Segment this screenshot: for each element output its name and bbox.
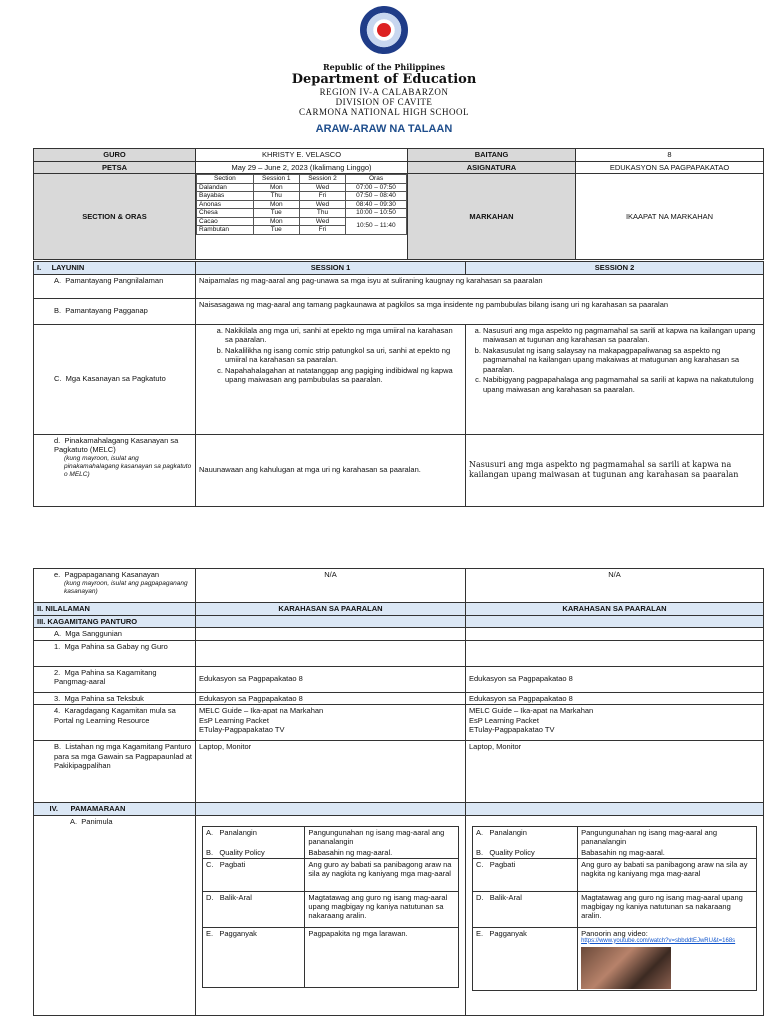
empty-cell [196,640,466,666]
pamantayang-pangnilalaman-text: Naipamalas ng mag-aaral ang pag-unawa sa mga isyu at suliraning kaugnay ng karahasan sa paaralan [196,274,764,298]
activity-name [203,858,305,891]
teksbuk-session2: Edukasyon sa Pagpapakatao 8 [466,692,764,705]
guro-value: KHRISTY E. VELASCO [196,149,408,162]
resource-line: MELC Guide – Ika-apat na Markahan [199,706,324,715]
item-title: Mga Kasanayan sa Pagkatuto [65,374,166,384]
activity-text: Ang guro ay babati sa panibagong araw na sila ay nagkita ng kaniyang mga mag-aaral [305,858,459,891]
item-number: 2. [54,667,61,677]
schedule-time: 10:50 – 11:40 [346,217,407,234]
session1-header: SESSION 1 [196,262,466,275]
activity-title: Quality Policy [219,847,265,857]
resource-line: EsP Learning Packet [199,715,269,725]
list-item: c. Napahahalagahan at natatanggap ang pagiging indibidwal ng kapwa upang maiwasan ang pambubulas sa paaralan. [225,366,462,385]
pamantayang-pagganap-label [34,298,196,324]
activity-title: Balik-Aral [489,892,522,902]
activity-name [203,826,305,847]
section-label: SECTION & ORAS [34,174,196,260]
schedule-session1: Mon [253,217,299,226]
activity-text: Panoorin ang video: [581,928,648,938]
schedule-session2: Fri [299,192,345,201]
kagamitang-listahan-label [34,741,196,803]
pagpapaganang-session2: N/A [466,569,764,603]
page-header [0,6,768,135]
activity-text: Pagpapakita ng mga larawan. [305,927,459,987]
activity-name [473,927,578,990]
schedule-section: Bayabas [197,192,254,201]
baitang-label: BAITANG [408,149,576,162]
nilalaman-session1: KARAHASAN SA PAARALAN [196,603,466,616]
activity-title: Balik-Aral [219,892,252,902]
item-number: 3. [54,693,61,703]
activity-title: Quality Policy [489,847,535,857]
info-table [33,148,764,260]
item-title: Pamantayang Pangnilalaman [65,275,164,285]
list-item: b. Nakasusulat ng isang salaysay na makapagpapaliwanag sa aspekto ng pagmamahal na kailangan upang makaiwas at matugunan ang karahasan sa paaralan. [483,346,760,375]
schedule-session2: Wed [299,183,345,192]
activity-letter: E. [476,928,484,938]
activity-letter: A. [476,827,484,837]
schedule-header: Session 2 [299,175,345,184]
schedule-session1: Mon [253,200,299,209]
activity-text: Pangungunahan ng isang mag-aaral ang pananalangin [578,826,757,847]
nilalaman-label: II. NILALAMAN [34,603,196,616]
item-title: Listahan ng mga Kagamitang Panturo para sa mga Gawain sa Pagpapaunlad at Pakikipagpalihan [54,742,193,770]
petsa-label: PETSA [34,161,196,174]
pamantayang-pagganap-text: Naisasagawa ng mag-aaral ang tamang pagkaunawa at pagkilos sa mga insidente ng pambubulas bilang isang uri ng karahasan sa paaralan [196,298,764,324]
kagamitang-pangmag-aaral-label [34,666,196,692]
activity-text: Pangungunahan ng isang mag-aaral ang pananalangin [305,826,459,847]
item-letter: A. [54,275,62,285]
schedule-session1: Tue [253,226,299,235]
empty-cell [466,803,764,816]
deped-seal-icon [360,6,408,54]
schedule-time: 08:40 – 09:30 [346,200,407,209]
item-title: Karagdagang Kagamitan mula sa Portal ng Learning Resource [54,706,176,725]
schedule-cell [196,174,408,260]
sanggunian-label [34,628,196,641]
activity-title: Panalangin [489,827,527,837]
guro-label: GURO [34,149,196,162]
activity-title: Pagbati [489,859,516,869]
gabay-guro-label [34,640,196,666]
kasanayan-label [34,324,196,434]
schedule-header: Oras [346,175,407,184]
department-text: Department of Education [291,72,477,87]
item-number: 1. [54,641,61,651]
schedule-section: Anonas [197,200,254,209]
schedule-table [196,174,407,235]
activity-table-session1 [202,826,459,988]
pagpapaganang-label [34,569,196,603]
layunin-header [34,262,196,275]
schedule-session1: Mon [253,183,299,192]
pamamaraan-label: PAMAMARAAN [70,804,126,813]
resource-line: ETulay-Pagpapakatao TV [469,725,555,734]
melc-note: (kung mayroon, isulat ang pinakamahalagang kasanayan sa pagkatuto o MELC) [64,454,192,478]
schedule-section: Rambutan [197,226,254,235]
schedule-time: 07:00 – 07:50 [346,183,407,192]
resource-line: MELC Guide – Ika-apat na Markahan [469,706,594,715]
item-title: Mga Pahina sa Gabay ng Guro [64,641,168,651]
melc-session2: Nasusuri ang mga aspekto ng pagmamahal sa sarili at kapwa na kailangan upang maiwasan at tugunan ang karahasan sa paaralan [466,434,764,506]
activity-name [473,891,578,927]
layunin-label: LAYUNIN [51,263,85,272]
schedule-section: Cacao [197,217,254,226]
activity-name [473,847,578,859]
activity-text: Ang guro ay babati sa panibagong araw na sila ay nagkita ng kaniyang mga mag-aaral [578,858,757,891]
kagamitang-session1: Edukasyon sa Pagpapakatao 8 [196,666,466,692]
schedule-section: Dalandan [197,183,254,192]
activity-title: Pagganyak [219,928,257,938]
video-thumbnail[interactable] [581,947,671,989]
empty-cell [196,615,466,628]
activity-name [203,847,305,859]
kagamitang-panturo-label: III. KAGAMITANG PANTURO [34,615,196,628]
schedule-session2: Fri [299,226,345,235]
asignatura-value: EDUKASYON SA PAGPAPAKATAO [576,161,764,174]
baitang-value: 8 [576,149,764,162]
teksbuk-label [34,692,196,705]
listahan-session2: Laptop, Monitor [466,741,764,803]
activity-text: Magtatawag ang guro ng isang mag-aaral upang magbigay ng kaniya natutunan sa nakaraang aralin. [578,891,757,927]
activity-video-cell [578,927,757,990]
activity-title: Panalangin [219,827,257,837]
list-item: a. Nakikilala ang mga uri, sanhi at epekto ng mga umiiral na karahasan sa paaralan. [225,326,462,345]
activity-table-session2 [472,826,757,991]
activity-text: Babasahin ng mag-aaral. [305,847,459,859]
listahan-session1: Laptop, Monitor [196,741,466,803]
activity-letter: E. [206,928,214,938]
markahan-value: IKAAPAT NA MARKAHAN [576,174,764,260]
activity-name [203,891,305,927]
pamamaraan-header [34,803,196,816]
document-title: ARAW-ARAW NA TALAAN [315,123,453,135]
schedule-time: 07:50 – 08:40 [346,192,407,201]
list-item: b. Nakalilikha ng isang comic strip patungkol sa uri, sanhi at epekto ng umiiral na karahasan sa paaralan. [225,346,462,365]
activity-letter: B. [206,847,214,857]
activity-title: Pagganyak [489,928,527,938]
asignatura-label: ASIGNATURA [408,161,576,174]
activity-letter: D. [206,892,214,902]
pamamaraan-num: IV. [49,804,58,813]
activity-text: Magtatawag ang guro ng isang mag-aaral upang magbigay ng kaniya natutunan sa nakaraang aralin. [305,891,459,927]
empty-cell [466,615,764,628]
activity-name [473,826,578,847]
item-title: Pamantayang Pagganap [65,306,148,316]
item-title: Mga Pahina sa Kagamitang Pangmag-aaral [54,667,157,686]
item-title: Mga Pahina sa Teksbuk [64,693,144,703]
item-title: Panimula [81,816,113,826]
item-letter: A. [54,629,62,638]
activity-text: Babasahin ng mag-aaral. [578,847,757,859]
panimula-session1 [196,815,466,1015]
school-text: CARMONA NATIONAL HIGH SCHOOL [299,107,469,117]
item-title: Pagpapaganang Kasanayan [64,570,160,579]
schedule-session1: Tue [253,209,299,218]
melc-label [34,434,196,506]
item-letter: B. [54,742,62,751]
kasanayan-session1 [196,324,466,434]
pagpapaganang-note: (kung mayroon, isulat ang pagpapaganang kasanayan) [64,579,188,595]
item-number: 4. [54,706,61,715]
activity-letter: C. [476,859,484,869]
video-link[interactable]: https://www.youtube.com/watch?v=sbbddtEJwRU&t=168s [581,937,736,944]
empty-cell [196,803,466,816]
republic-text: Republic of the Philippines [322,62,445,72]
learning-resource-label [34,705,196,741]
session2-header: SESSION 2 [466,262,764,275]
activity-name [473,858,578,891]
item-title: Pinakamahalagang Kasanayan sa Pagkatuto (MELC) [54,435,179,454]
item-letter: A. [70,816,78,826]
markahan-label: MARKAHAN [408,174,576,260]
region-text: REGION IV-A CALABARZON [319,87,449,97]
resource-line: EsP Learning Packet [469,715,539,725]
empty-cell [466,640,764,666]
resource-line: ETulay-Pagpapakatao TV [199,725,285,734]
activity-letter: D. [476,892,484,902]
learning-resource-session2 [466,705,764,741]
empty-cell [196,628,466,641]
schedule-session2: Thu [299,209,345,218]
pagpapaganang-session1: N/A [196,569,466,603]
item-title: Mga Sanggunian [65,629,122,638]
item-letter: C. [54,374,62,384]
kagamitang-session2: Edukasyon sa Pagpapakatao 8 [466,666,764,692]
schedule-section: Chesa [197,209,254,218]
nilalaman-session2: KARAHASAN SA PAARALAN [466,603,764,616]
kasanayan-session2 [466,324,764,434]
item-letter: e. [54,570,61,579]
schedule-session2: Wed [299,217,345,226]
division-text: DIVISION OF CAVITE [335,97,433,107]
item-letter: B. [54,306,62,316]
schedule-session1: Thu [253,192,299,201]
learning-resource-session1 [196,705,466,741]
panimula-label [34,815,196,1015]
page2-table [33,568,764,1016]
list-item: a. Nasusuri ang mga aspekto ng pagmamahal sa sarili at kapwa na kailangan upang maiwasan at tugunan ang karahasan sa paaralan. [483,326,760,345]
schedule-time: 10:00 – 10:50 [346,209,407,218]
schedule-header: Session 1 [253,175,299,184]
empty-cell [466,628,764,641]
layunin-num: I. [37,263,42,272]
schedule-header: Section [197,175,254,184]
activity-title: Pagbati [219,859,246,869]
pamantayang-pangnilalaman-label [34,274,196,298]
layunin-table [33,261,764,507]
teksbuk-session1: Edukasyon sa Pagpapakatao 8 [196,692,466,705]
schedule-session2: Wed [299,200,345,209]
petsa-value: May 29 – June 2, 2023 (Ikalimang Linggo) [196,161,408,174]
activity-letter: C. [206,859,214,869]
list-item: c. Nabibigyang pagpapahalaga ang pagmamahal sa sarili at kapwa na nakatutulong upang maiwasan ang karahasan sa paaralan. [483,375,760,394]
activity-letter: A. [206,827,214,837]
melc-session1: Nauunawaan ang kahulugan at mga uri ng karahasan sa paaralan. [196,434,466,506]
panimula-session2 [466,815,764,1015]
item-letter: d. [54,435,61,445]
activity-letter: B. [476,847,484,857]
activity-name [203,927,305,987]
